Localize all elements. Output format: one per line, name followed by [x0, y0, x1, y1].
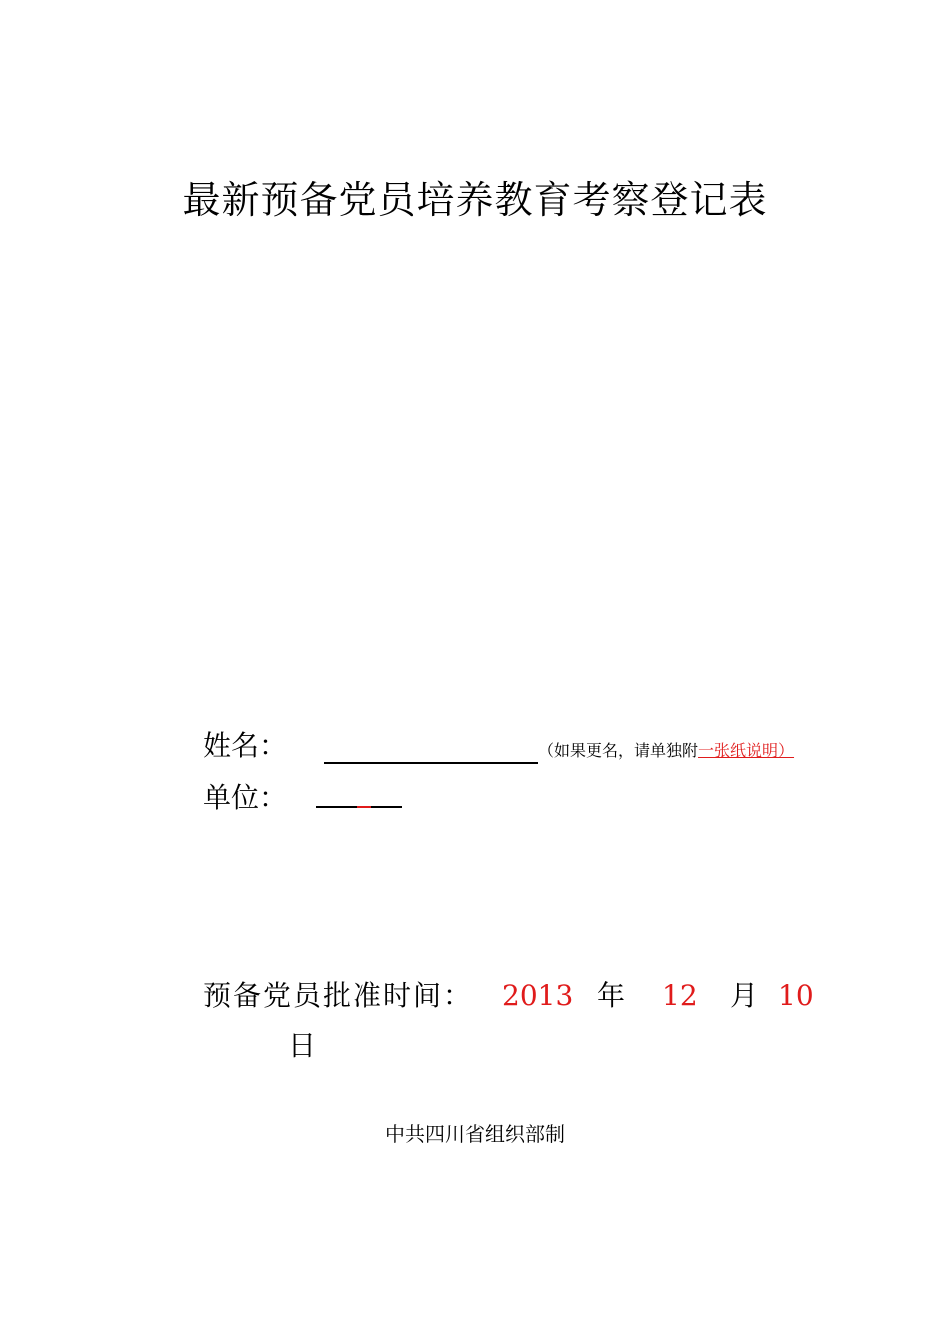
unit-red-mark — [357, 806, 371, 808]
name-change-note — [538, 740, 794, 762]
name-note-prefix: （如果更名，请单独附 — [538, 741, 699, 760]
month-unit: 月 — [730, 979, 759, 1012]
approval-month: 12 — [662, 979, 698, 1012]
approval-day: 10 — [778, 979, 814, 1012]
name-label: 姓名： — [203, 729, 288, 762]
document-title: 最新预备党员培养教育考察登记表 — [182, 178, 768, 222]
issuer-footer: 中共四川省组织部制 — [385, 1122, 565, 1146]
day-unit: 日 — [288, 1029, 317, 1062]
name-note-highlight: 一张纸说明） — [698, 741, 795, 760]
year-unit: 年 — [597, 979, 626, 1012]
approval-year: 2013 — [502, 979, 574, 1012]
approval-date-label: 预备党员批准时间： — [203, 979, 474, 1012]
unit-label: 单位： — [203, 781, 288, 814]
name-underline — [324, 762, 538, 764]
